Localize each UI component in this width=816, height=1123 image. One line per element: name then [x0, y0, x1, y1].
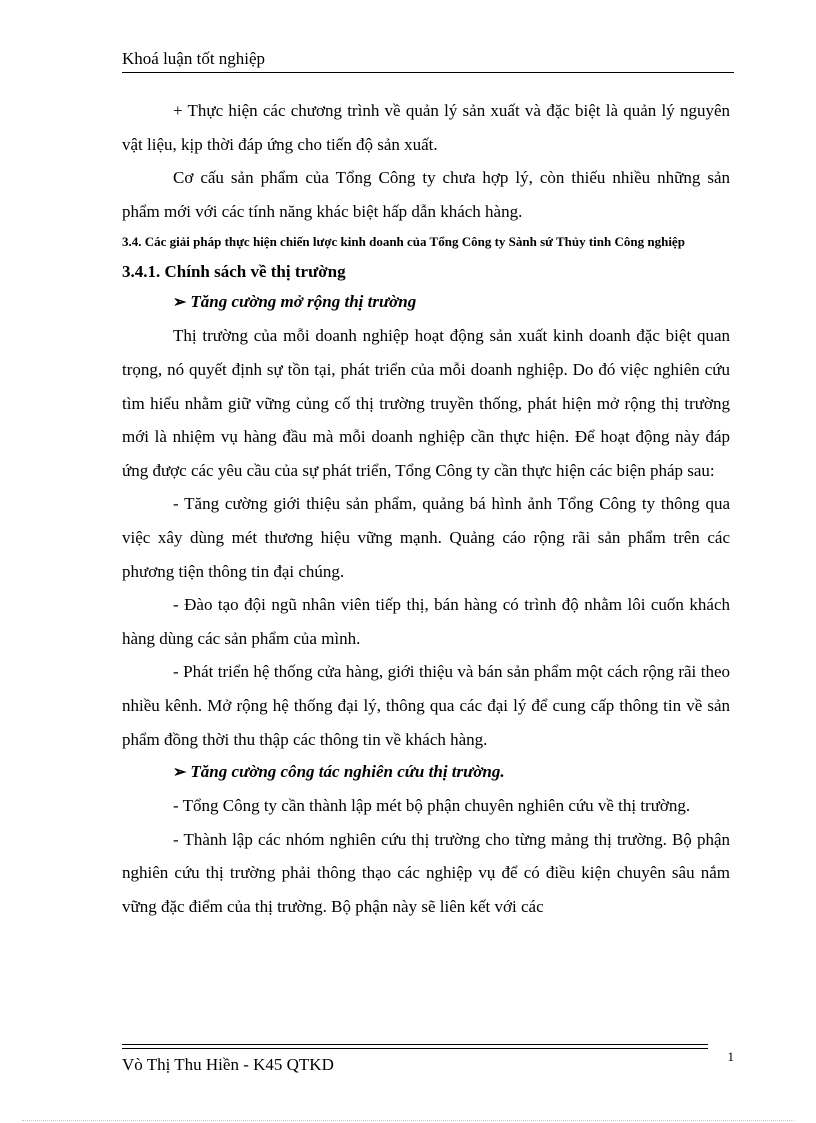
paragraph: Cơ cấu sản phẩm của Tổng Công ty chưa hợp lý, còn thiếu nhiều những sản phẩm mới với các tính năng khác biệt hấp dẫn khách hàng.: [122, 168, 730, 221]
footer-rule: [122, 1048, 708, 1049]
section-heading-3-4: 3.4. Các giải pháp thực hiện chiến lược kinh doanh của Tổng Công ty Sành sứ Thủy tinh Công nghiệp: [122, 234, 685, 250]
subheading-market-research: [122, 756, 730, 789]
arrow-bullet-icon: ➢: [173, 764, 187, 782]
paragraph: - Đào tạo đội ngũ nhân viên tiếp thị, bán hàng có trình độ nhằm lôi cuốn khách hàng dùng các sản phẩm của mình.: [122, 595, 730, 648]
arrow-bullet-icon: ➢: [173, 294, 187, 312]
page-number: 1: [727, 1049, 734, 1064]
footer-rule: [122, 1044, 708, 1045]
document-body: [122, 94, 730, 923]
header-title: Khoá luận tốt nghiệp: [122, 49, 266, 68]
paragraph: + Thực hiện các chương trình về quản lý sản xuất và đặc biệt là quản lý nguyên vật liệu, kịp thời đáp ứng cho tiến độ sản xuất.: [122, 101, 730, 154]
page-footer: [122, 1044, 734, 1079]
paragraph: - Tăng cường giới thiệu sản phẩm, quảng bá hình ảnh Tổng Công ty thông qua việc xây dùng mét thương hiệu vững mạnh. Quảng cáo rộng rãi sản phẩm trên các phương tiện thông tin đại chúng.: [122, 494, 730, 581]
header-rule: [122, 72, 734, 73]
footer-author: Vò Thị Thu Hiền - K45 QTKD: [122, 1055, 334, 1074]
paragraph: - Phát triển hệ thống cửa hàng, giới thiệu và bán sản phẩm một cách rộng rãi theo nhiều kênh. Mở rộng hệ thống đại lý, thông qua các đại lý để cung cấp thông tin về sản phẩm đồng thời thu thập các thông tin về khách hàng.: [122, 662, 730, 749]
page-edge-dotted-line: [22, 1120, 794, 1121]
subheading-text: Tăng cường công tác nghiên cứu thị trường.: [190, 762, 505, 782]
paragraph: - Tổng Công ty cần thành lập mét bộ phận chuyên nghiên cứu về thị trường.: [173, 796, 691, 816]
subheading-market-expansion: [122, 286, 730, 319]
page-header: [122, 48, 734, 73]
paragraph: - Thành lập các nhóm nghiên cứu thị trường cho từng mảng thị trường. Bộ phận nghiên cứu thị trường phải thông thạo các nghiệp vụ để có điều kiện chuyên sâu nắm vững đặc điểm của thị trường. Bộ phận này sẽ liên kết với các: [122, 829, 730, 916]
paragraph: Thị trường của mỗi doanh nghiệp hoạt động sản xuất kinh doanh đặc biệt quan trọng, nó quyết định sự tồn tại, phát triển của mỗi doanh nghiệp. Do đó việc nghiên cứu tìm hiểu nhằm giữ vững củng cố thị trường truyền thống, phát hiện mở rộng thị trường mới là nhiệm vụ hàng đầu mà mỗi doanh nghiệp cần thực hiện. Để hoạt động này đáp ứng được các yêu cầu của sự phát triển, Tổng Công ty cần thực hiện các biện pháp sau:: [122, 326, 730, 480]
subheading-text: Tăng cường mở rộng thị trường: [190, 292, 417, 312]
section-heading-3-4-1: 3.4.1. Chính sách về thị trường: [122, 262, 346, 282]
